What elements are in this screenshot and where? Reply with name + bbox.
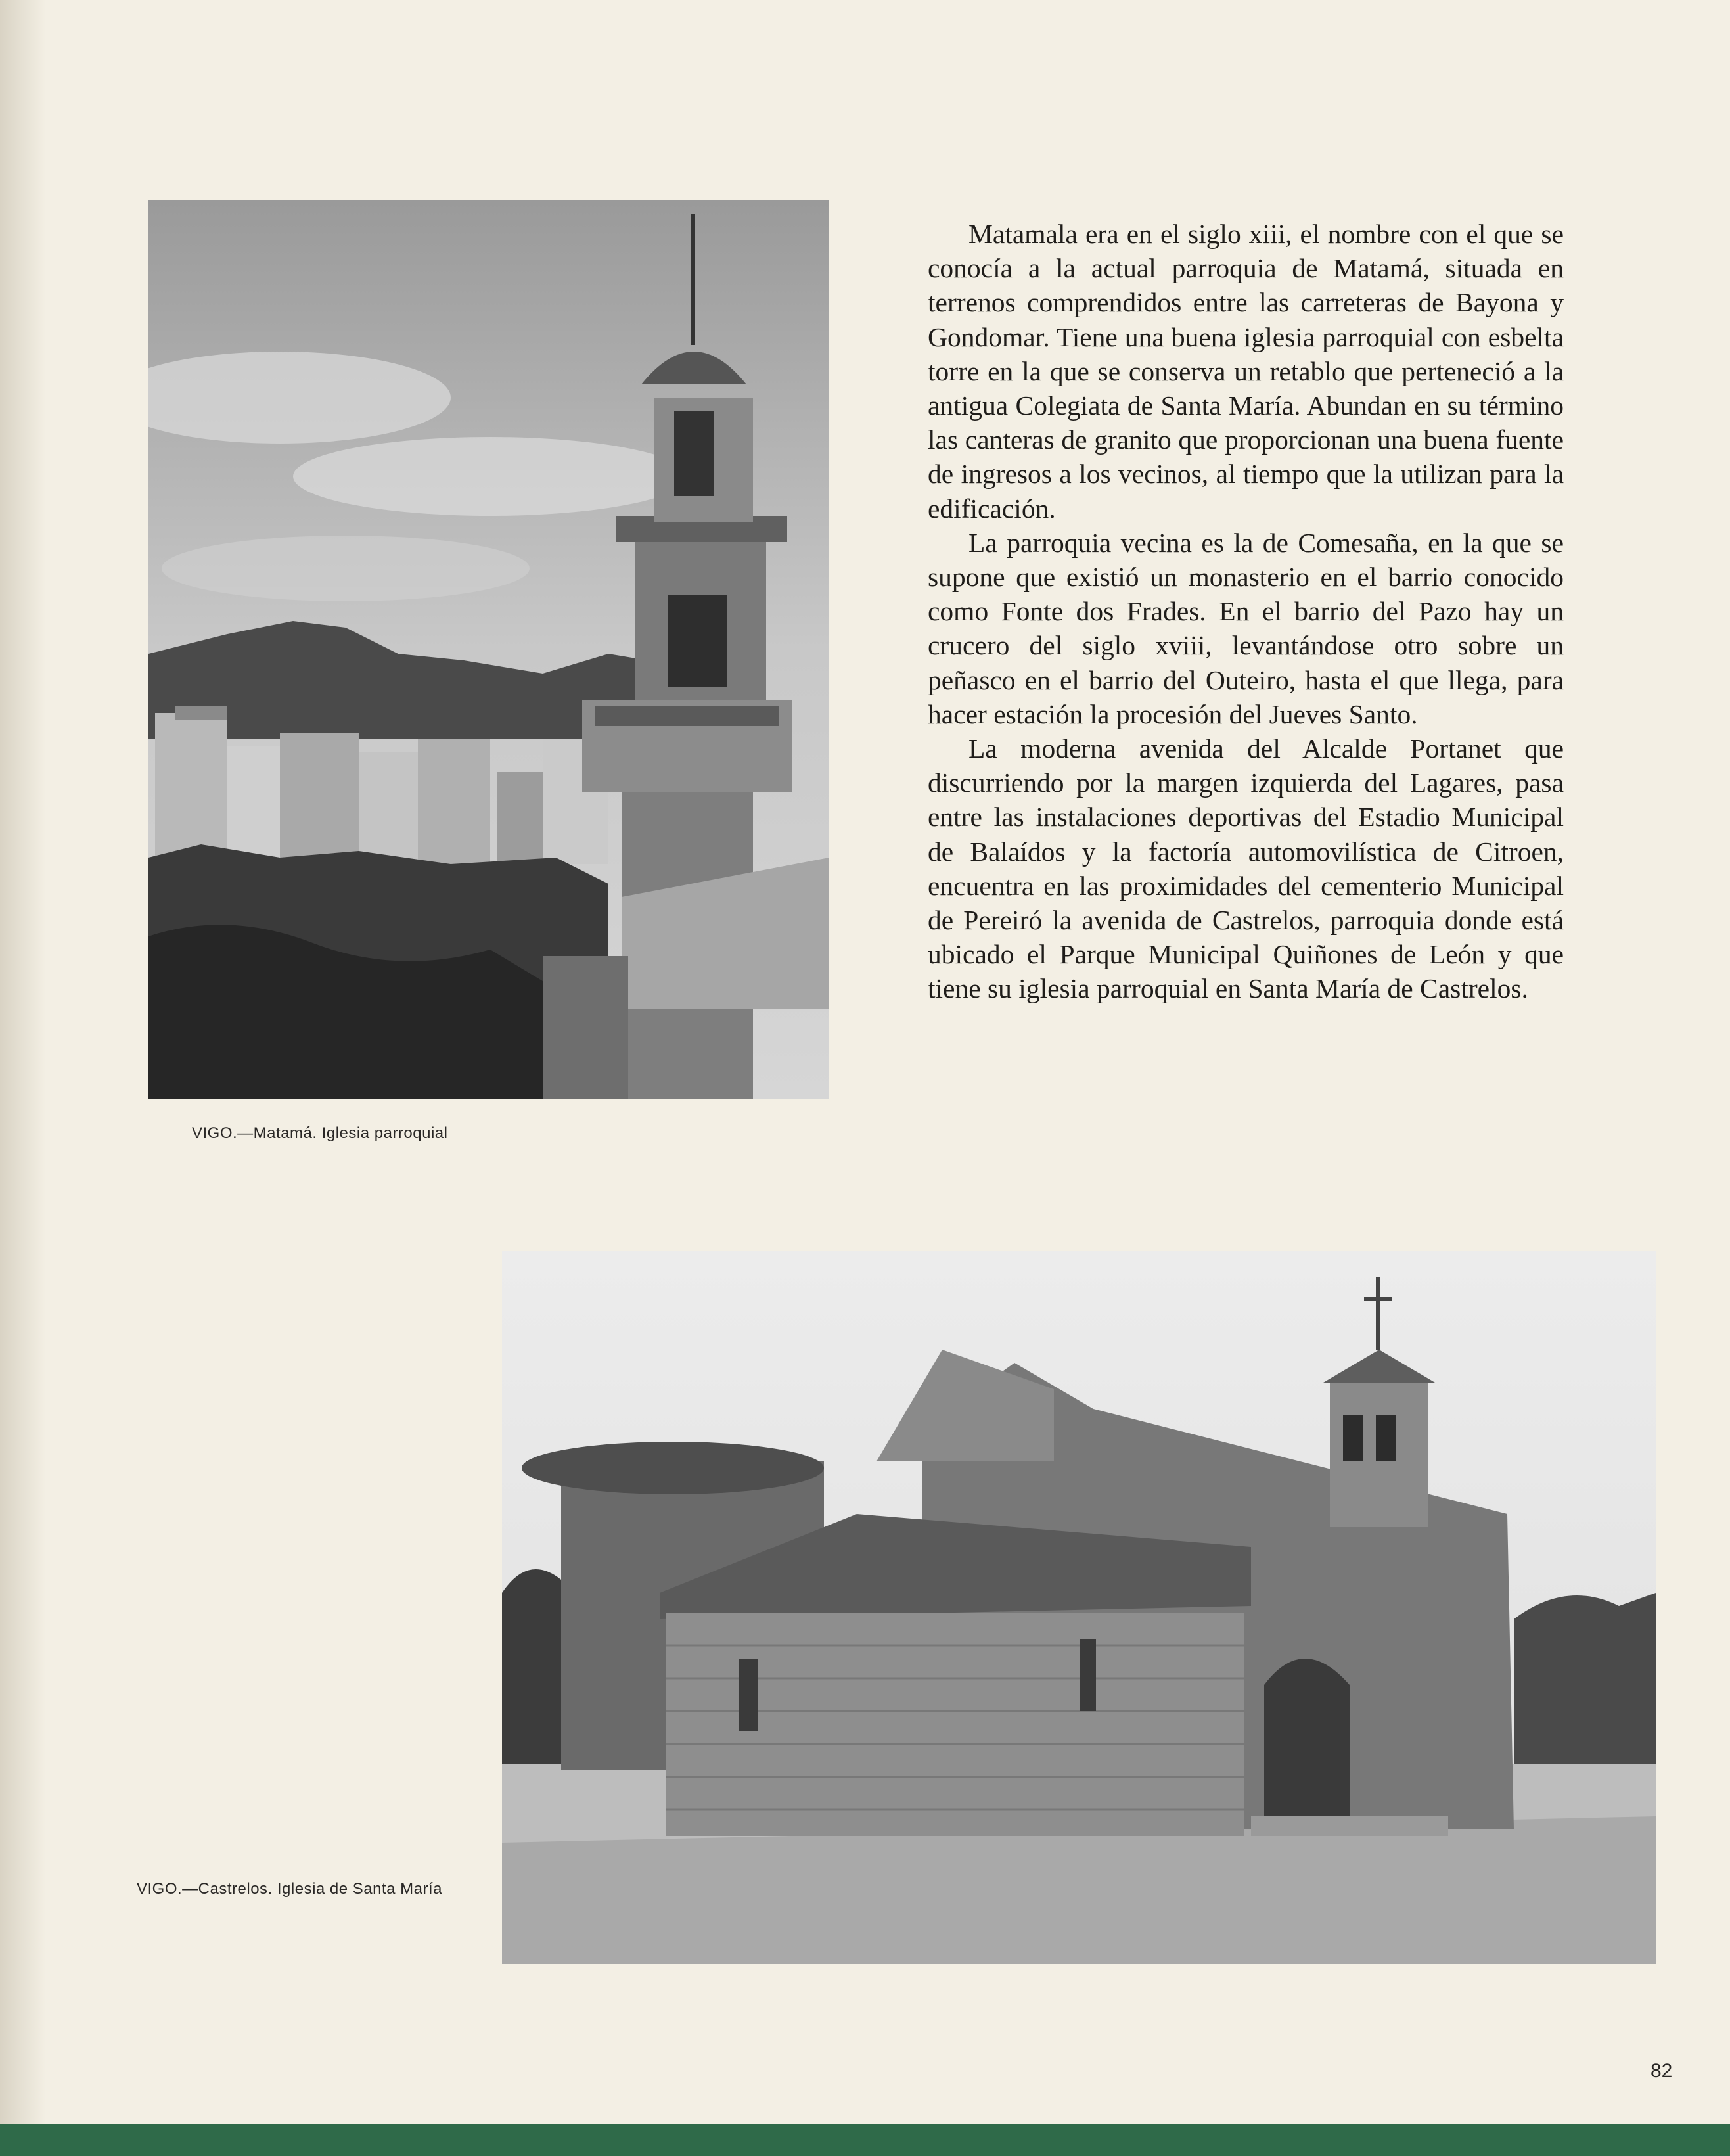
photo-caption-castrelos: VIGO.—Castrelos. Iglesia de Santa María — [137, 1880, 443, 1898]
page-gutter-shadow — [0, 0, 46, 2156]
photo-matama-church — [148, 200, 829, 1099]
article-paragraph: La moderna avenida del Alcalde Portanet que discurriendo por la margen izquierda del Lagares, pasa entre las instalaciones deportivas del Estadio Municipal de Balaídos y la factoría automovilística de Citroen, encuentra en las proximidades del cementerio Municipal de Pereiró la avenida de Castrelos, parroquia donde está ubicado el Parque Municipal Quiñones de León y que tiene su iglesia parroquial en Santa María de Castrelos. — [928, 733, 1564, 1004]
article-paragraph: La parroquia vecina es la de Comesaña, en la que se supone que existió un monasterio en el barrio conocido como Fonte dos Frades. En el barrio del Pazo hay un crucero del siglo xviii, levantándose otro sobre un peñasco en el barrio del Outeiro, hasta el que llega, para hacer estación la procesión del Jueves Santo. — [928, 527, 1564, 729]
page-number: 82 — [1650, 2060, 1673, 2082]
photo-caption-matama: VIGO.—Matamá. Iglesia parroquial — [192, 1124, 448, 1142]
article-paragraph: Matamala era en el siglo xiii, el nombre con el que se conocía a la actual parroquia de Matamá, situada en terrenos comprendidos entre las carreteras de Bayona y Gondomar. Tiene una buena iglesia parroquial con esbelta torre en la que se conserva un retablo que perteneció a la antigua Colegiata de Santa María. Abundan en su término las canteras de granito que proporcionan una buena fuente de ingresos a los vecinos, al tiempo que la utilizan para la edificación. — [928, 219, 1564, 524]
article-body — [928, 217, 1564, 1006]
photo-castrelos-church — [502, 1251, 1656, 1964]
book-edge — [0, 2124, 1730, 2156]
